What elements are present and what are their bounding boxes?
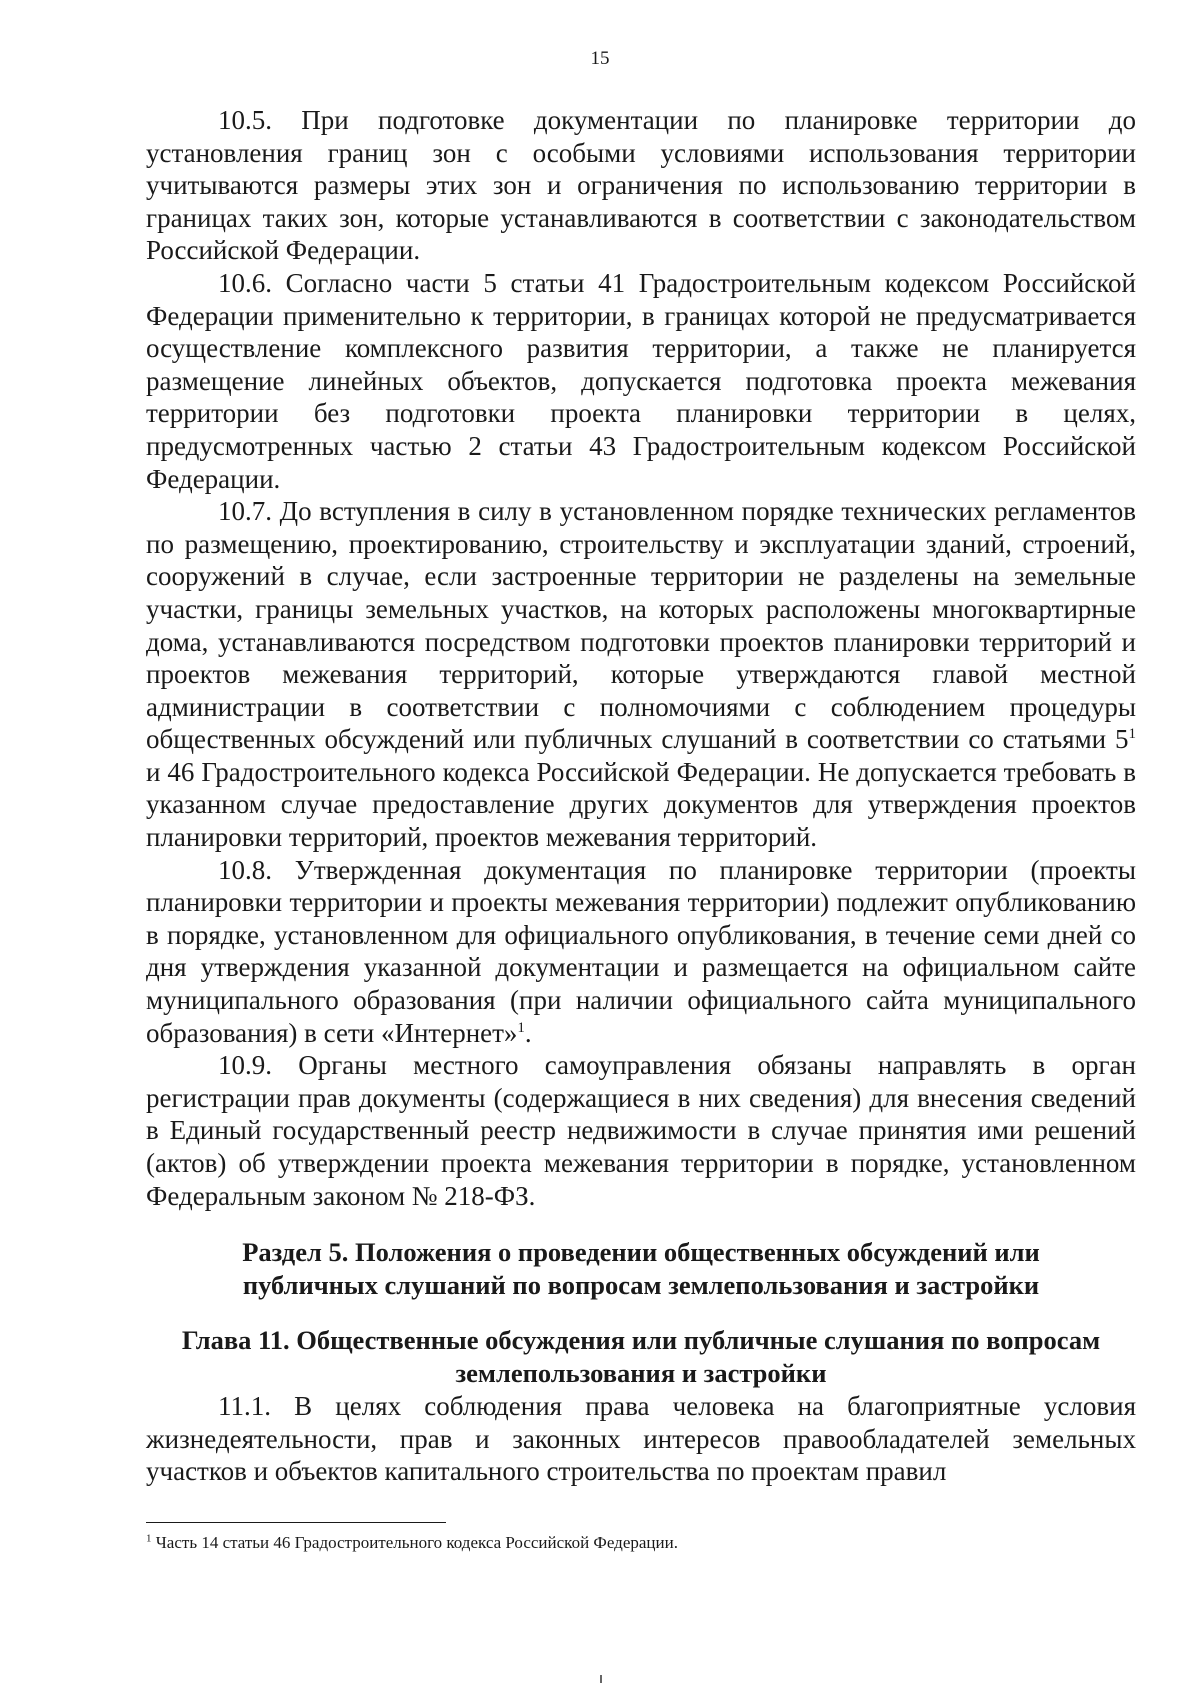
main-content [146,104,1136,1488]
section-heading: Раздел 5. Положения о проведении общественных обсуждений или публичных слушаний по вопросам землепользования и застройки [242,1237,1040,1301]
paragraph-10-8-text-end: . [524,1017,532,1048]
paragraph-10-6: 10.6. Согласно части 5 статьи 41 Градостроительным кодексом Российской Федерации применительно к территории, в границах которой не предусматривается осуществление комплексного развития территории, а также не планируется размещение линейных объектов, допускается подготовка проекта межевания территории без подготовки проекта планировки территории в целях, предусмотренных частью 2 статьи 43 Градостроительным кодексом Российской Федерации. [146,267,1136,494]
paragraph-10-8-text: 10.8. Утвержденная документация по планировке территории (проекты планировки территории и проекты межевания территории) подлежит опубликованию в порядке, установленном для официального опубликования, в течение семи дней со дня утверждения указанной документации и размещается на официальном сайте муниципального образования (при наличии официального сайта муниципального образования) в сети «Интернет» [146,854,1136,1048]
paragraph-11-1: 11.1. В целях соблюдения права человека на благоприятные условия жизнедеятельности, прав и законных интересов правообладателей земельных участков и объектов капитального строительства по проектам правил [146,1391,1136,1487]
page-number: 15 [590,48,610,69]
footnote-reference: 1 [517,1019,525,1036]
scan-speck [600,1675,602,1683]
footnote-mark: 1 [146,1532,152,1545]
paragraph-10-7-superscript: 1 [1128,726,1136,743]
paragraph-10-7 [146,495,1136,854]
paragraph-10-7-text: 10.7. До вступления в силу в установленном порядке технических регламентов по размещению, проектированию, строительству и эксплуатации зданий, строений, сооружений в случае, если застроенные территории не разделены на земельные участки, границы земельных участков, на которых расположены многоквартирные дома, устанавливаются посредством подготовки проектов планировки территорий и проектов межевания территорий, которые утверждаются главой местной администрации в соответствии с полномочиями с соблюдением процедуры общественных обсуждений или публичных слушаний в соответствии со статьями 5 [146,496,1136,755]
paragraph-10-8 [146,854,1136,1050]
footnote-text: Часть 14 статьи 46 Градостроительного кодекса Российской Федерации. [151,1533,678,1552]
chapter-heading: Глава 11. Общественные обсуждения или публичные слушания по вопросам землепользования и застройки [181,1325,1101,1389]
paragraph-10-7-text-end: и 46 Градостроительного кодекса Российской Федерации. Не допускается требовать в указанном случае предоставление других документов для утверждения проектов планировки территорий, проектов межевания территорий. [146,756,1136,853]
footnote-separator [146,1522,446,1523]
paragraph-10-5: 10.5. При подготовке документации по планировке территории до установления границ зон с особыми условиями использования территории учитываются размеры этих зон и ограничения по использованию территории в границах таких зон, которые устанавливаются в соответствии с законодательством Российской Федерации. [146,105,1136,266]
paragraph-10-9: 10.9. Органы местного самоуправления обязаны направлять в орган регистрации прав документы (содержащиеся в них сведения) для внесения сведений в Единый государственный реестр недвижимости в случае принятия ими решений (актов) об утверждении проекта межевания территории в порядке, установленном Федеральным законом № 218-ФЗ. [146,1050,1136,1211]
footnote [146,1532,1136,1554]
